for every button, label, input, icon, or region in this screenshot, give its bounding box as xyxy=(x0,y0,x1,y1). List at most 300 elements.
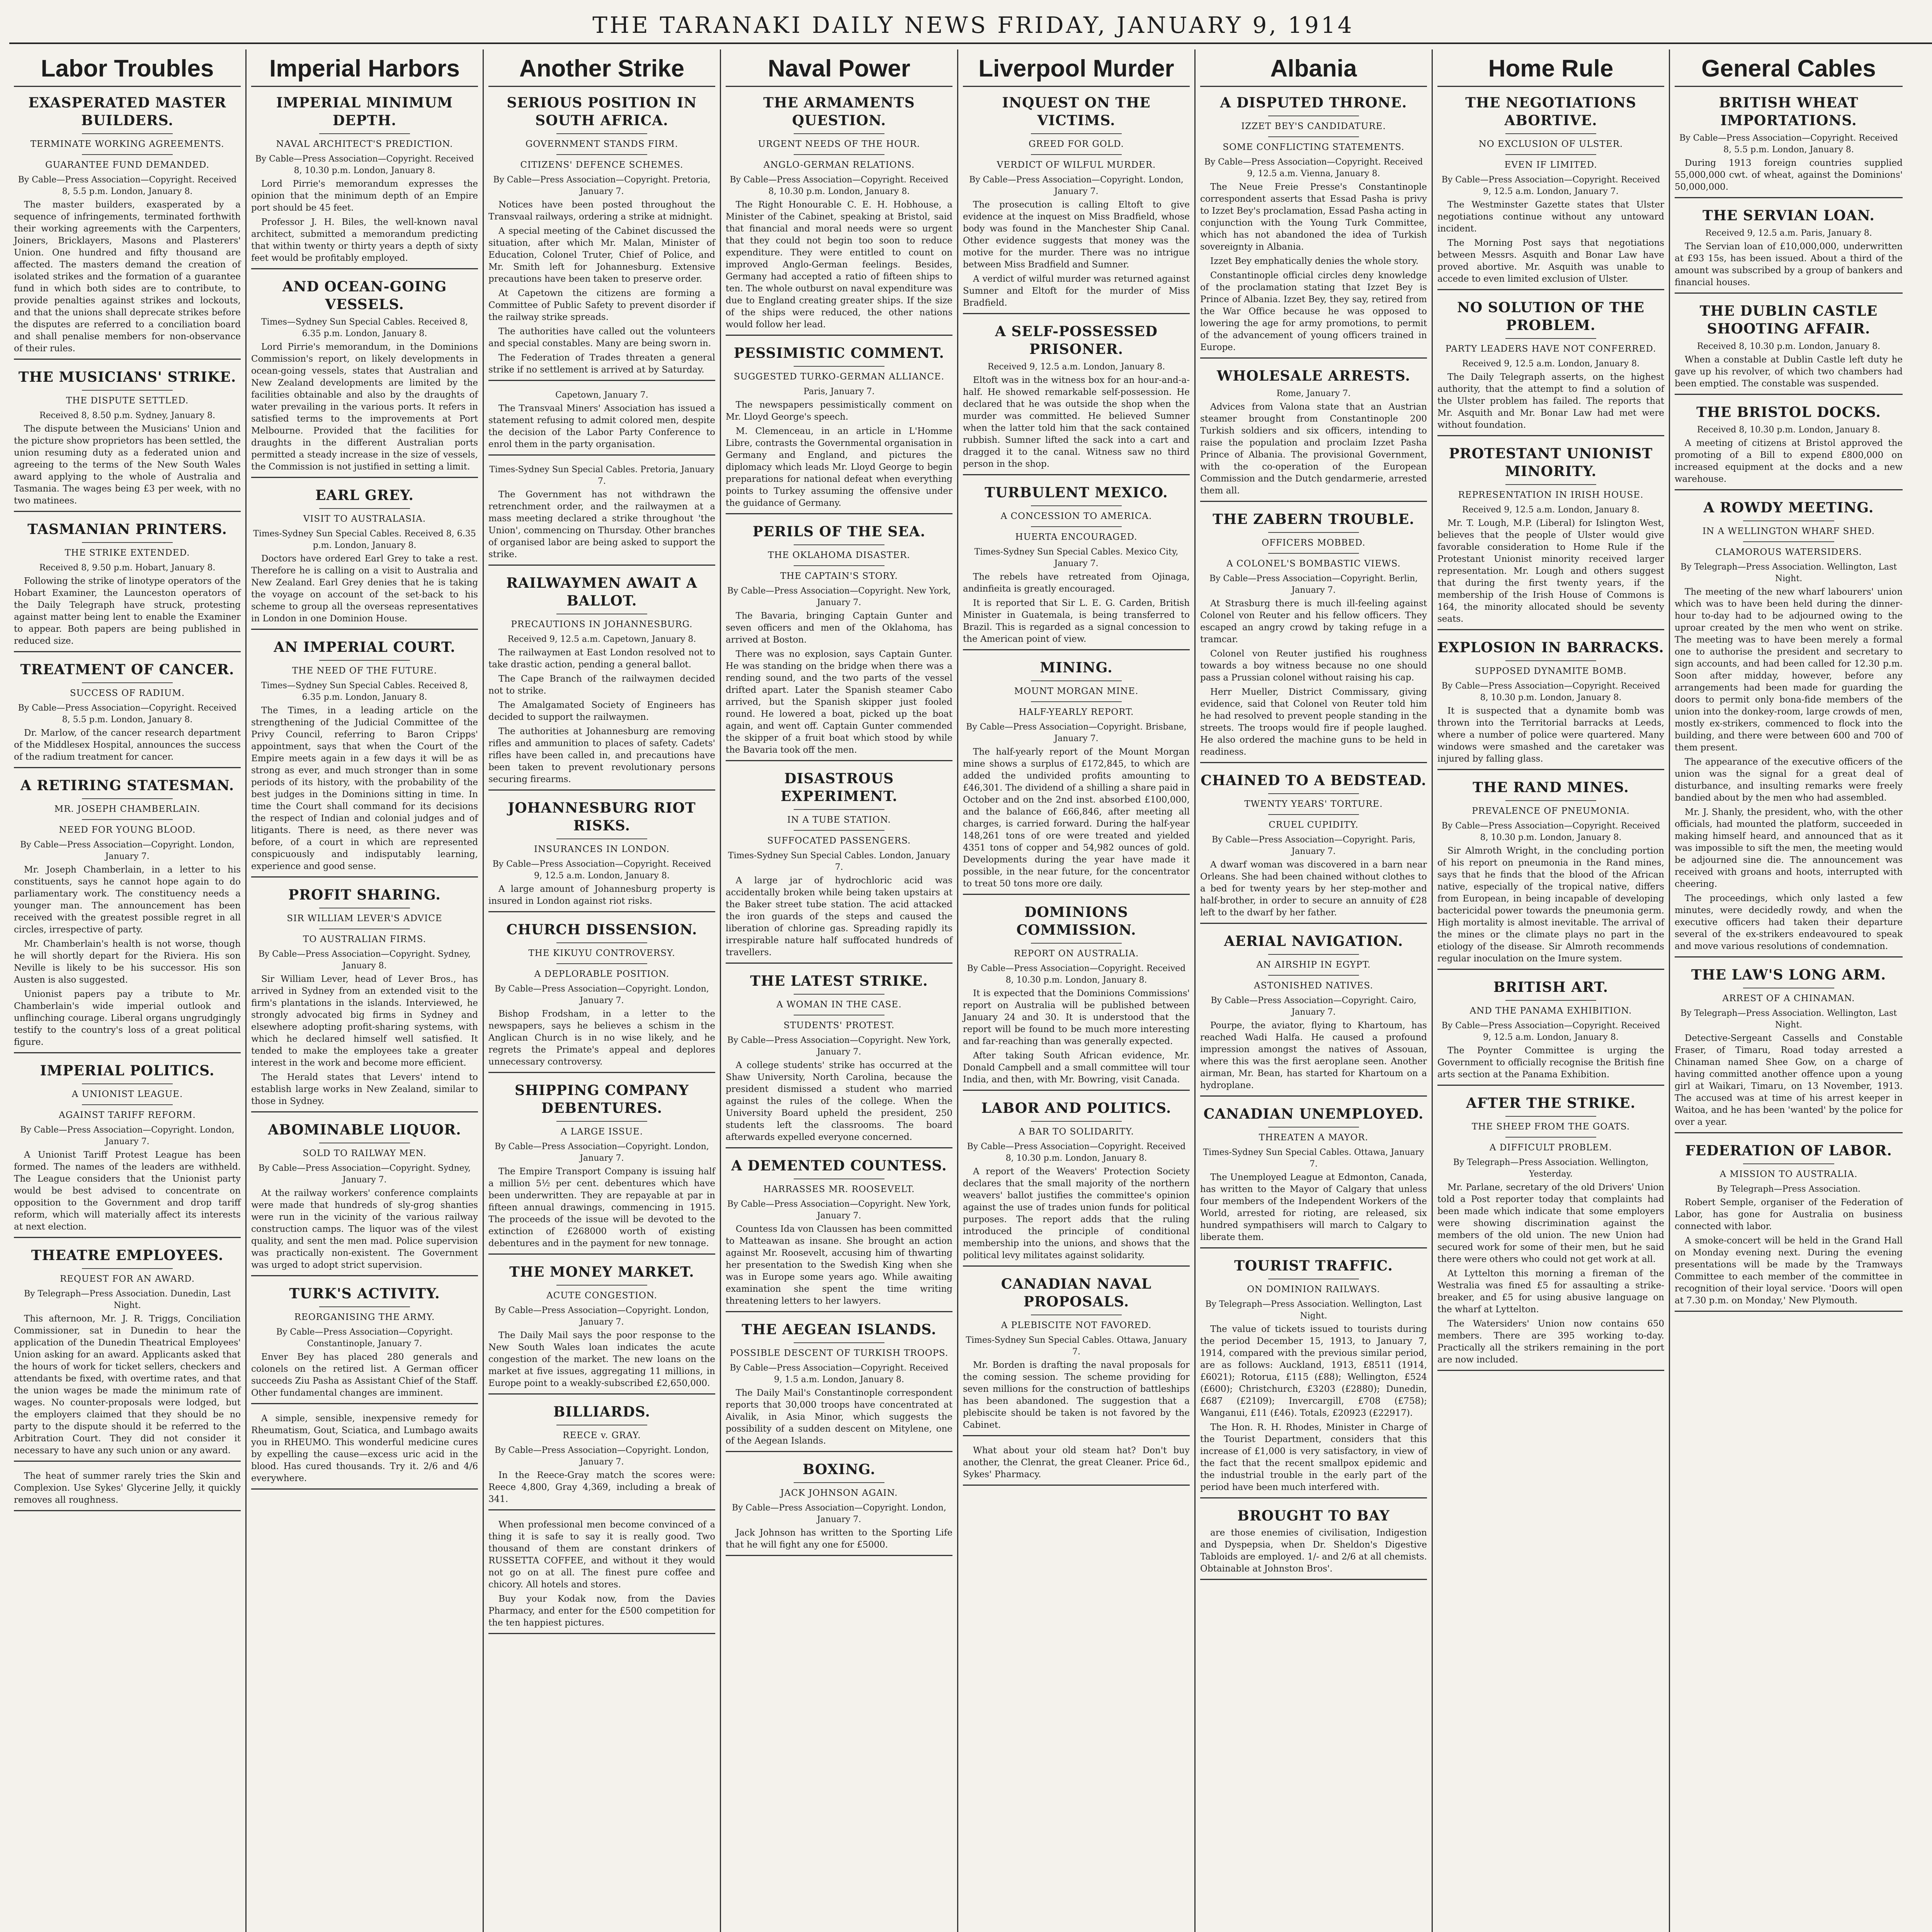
divider-rule xyxy=(1505,1116,1596,1117)
news-story xyxy=(1200,1507,1427,1580)
divider-rule xyxy=(556,1285,647,1286)
story-paragraph: It is suspected that a dynamite bomb was thrown into the Territorial barracks at Leeds, where a number of police were quartered. Many windows were smashed and the caretaker was injured by falling glass. xyxy=(1437,706,1664,764)
divider-rule xyxy=(1505,484,1596,485)
divider-rule xyxy=(556,133,647,134)
story-headline: A ROWDY MEETING. xyxy=(1703,500,1874,516)
story-paragraph: The meeting of the new wharf labourers' union which was to have been held during the dinner-hour to-day had to be adjourned owing to the uproar created by the men who went on strike. The meeting was to have been merely a formal one to authorise the president and secretary to sign accounts, and had been called for 12.30 p.m. Soon after midday, however, before any arrangements had been made for guarding the doors to permit only bona-fide members of the union into the donkey-room, large crowds of men, mostly ex-strikers, commenced to flock into the building, and there were between 600 and 700 of them present. xyxy=(1675,587,1903,753)
story-subheading: ANGLO-GERMAN RELATIONS. xyxy=(763,160,915,170)
divider-rule xyxy=(794,133,884,134)
news-story xyxy=(1437,445,1664,630)
story-separator xyxy=(488,911,715,912)
story-separator xyxy=(488,1072,715,1073)
story-paragraph: At Lyttelton this morning a fireman of the Westralia was fined £5 for assaulting a strike-breaker, and £5 for using abusive language on the wharf at Lyttelton. xyxy=(1437,1269,1664,1315)
story-paragraph: The Empire Transport Company is issuing half a million 5½ per cent. debentures which have been underwritten. They are repayable at par in fifteen annual drawings, commencing in 1915. The proceeds of the issue will be devoted to the extinction of £268000 worth of existing debentures and in the payment for new tonnage. xyxy=(488,1167,715,1248)
story-paragraph: A verdict of wilful murder was returned against Sumner and Eltoft for the murder of Miss Bradfield. xyxy=(963,274,1190,308)
divider-rule xyxy=(1031,133,1122,134)
news-story xyxy=(726,94,952,336)
story-headline: THE BRISTOL DOCKS. xyxy=(1696,404,1881,420)
story-dateline: By Telegraph—Press Association. Wellington, Yesterday. xyxy=(1453,1158,1649,1179)
story-separator xyxy=(1675,1132,1903,1133)
news-story xyxy=(726,1321,952,1452)
story-headline: ABOMINABLE LIQUOR. xyxy=(268,1122,461,1138)
story-paragraph: The Daily Telegraph asserts, on the highest authority, that the attempt to find a solution of the Ulster problem has failed. The reports that Mr. Asquith and Mr. Bonar Law had met were without foundation. xyxy=(1437,372,1664,430)
story-subheading: INSURANCES IN LONDON. xyxy=(534,844,670,854)
story-paragraph: The Neue Freie Presse's Constantinople correspondent asserts that Essad Pasha is privy to Izzet Bey's proclamation, Essad Pasha acting in conjunction with the Young Turk Committee, which has not abandoned the idea of Turkish sovereignty in Albania. xyxy=(1200,182,1427,252)
story-subheading: NEED FOR YOUNG BLOOD. xyxy=(59,825,196,835)
news-story xyxy=(488,799,715,912)
column-heading: Another Strike xyxy=(488,52,715,87)
news-story xyxy=(1200,1257,1427,1498)
story-subheading: GOVERNMENT STANDS FIRM. xyxy=(525,139,679,149)
story-separator xyxy=(726,1555,952,1556)
story-headline: A DEMENTED COUNTESS. xyxy=(731,1158,947,1174)
divider-rule xyxy=(1031,154,1122,155)
news-column xyxy=(1433,49,1670,1932)
story-separator xyxy=(963,649,1190,650)
story-separator xyxy=(251,268,478,269)
story-headline: DISASTROUS EXPERIMENT. xyxy=(781,770,898,804)
news-story xyxy=(1200,367,1427,502)
news-story xyxy=(963,903,1190,1091)
story-subheading: THE CAPTAIN'S STORY. xyxy=(780,571,898,581)
story-separator xyxy=(1675,394,1903,395)
divider-rule xyxy=(82,798,173,799)
story-headline: INQUEST ON THE VICTIMS. xyxy=(1002,95,1151,129)
story-separator xyxy=(1200,501,1427,502)
story-headline: THE NEGOTIATIONS ABORTIVE. xyxy=(1465,95,1636,129)
story-subheading: THE DISPUTE SETTLED. xyxy=(66,396,189,406)
story-paragraph: The Servian loan of £10,000,000, underwritten at £93 15s, has been issued. About a third of the amount was subscribed by a group of bankers and financial houses. xyxy=(1675,242,1903,287)
story-headline: BOXING. xyxy=(803,1461,876,1478)
story-dateline: By Cable—Press Association—Copyright. Pretoria, January 7. xyxy=(493,175,711,196)
story-dateline: By Cable—Press Association—Copyright. Received 8, 10.30 p.m. London, January 8. xyxy=(1441,681,1660,702)
story-paragraph: It is expected that the Dominions Commissions' report on Australia will be published between January 24 and 30. It is understood that the report will be found to be much more interesting and far-reaching than was generally expected. xyxy=(963,988,1190,1046)
story-dateline: By Cable—Press Association—Copyright. London, January 7. xyxy=(495,1446,709,1467)
story-subheading: THREATEN A MAYOR. xyxy=(1259,1133,1369,1143)
news-story xyxy=(1437,639,1664,770)
story-dateline: Received 8, 10.30 p.m. London, January 8. xyxy=(1697,342,1881,351)
story-headline: THE LAW'S LONG ARM. xyxy=(1691,967,1886,983)
story-paragraph: Izzet Bey emphatically denies the whole story. xyxy=(1210,256,1419,266)
story-dateline: Received 8, 10.30 p.m. London, January 8. xyxy=(1697,425,1881,435)
story-dateline: Times-Sydney Sun Special Cables. Mexico City, January 7. xyxy=(974,547,1179,568)
story-headline: BRITISH WHEAT IMPORTATIONS. xyxy=(1719,95,1859,129)
divider-rule xyxy=(794,830,884,831)
story-separator xyxy=(726,1311,952,1312)
story-headline: THEATRE EMPLOYEES. xyxy=(31,1247,224,1264)
newspaper-page xyxy=(9,8,1932,1932)
story-subheading: A UNIONIST LEAGUE. xyxy=(71,1089,183,1099)
divider-rule xyxy=(794,809,884,810)
story-paragraph: Jack Johnson has written to the Sporting Life that he will fight any one for £5000. xyxy=(726,1528,952,1550)
news-column xyxy=(1196,49,1433,1932)
story-dateline: By Telegraph—Press Association. Wellington, Last Night. xyxy=(1680,562,1897,583)
news-story xyxy=(726,344,952,514)
story-subheading: TERMINATE WORKING AGREEMENTS. xyxy=(30,139,224,149)
story-dateline: Times-Sydney Sun Special Cables. Ottawa, January 7. xyxy=(966,1335,1187,1357)
story-separator xyxy=(1200,1247,1427,1248)
story-paragraph: The master builders, exasperated by a sequence of infringements, terminated forthwith their working agreements with the Carpenters, Joiners, Bricklayers, Masons and Plasterers' Union. One hundred and fifty thousand are affected. The masters demand the creation of isolated strikes and the formation of a guarantee fund in which both sides are to contribute, to provide penalties against strikes and lockouts, and that the unions shall deprecate strikes before the disputes are referred to a conciliation board and shall penalise members for non-observance of their rules. xyxy=(14,200,241,354)
story-dateline: By Cable—Press Association—Copyright. New York, January 7. xyxy=(727,586,951,607)
story-paragraph: The Right Honourable C. E. H. Hobhouse, a Minister of the Cabinet, speaking at Bristol, said that financial and moral needs were so urgent that they could not begin too soon to reduce expenditure. They were entitled to count on improved Anglo-German feelings. Besides, Germany had accepted a ratio of fifteen ships to ten. The whole outburst on naval expenditure was due to England creating greater ships. If the size of the ships were reduced, the other nations would follow her lead. xyxy=(726,200,952,330)
story-paragraph: The Cape Branch of the railwaymen decided not to strike. xyxy=(488,674,715,696)
story-subheading: CLAMOROUS WATERSIDERS. xyxy=(1715,547,1862,557)
divider-rule xyxy=(794,994,884,995)
story-headline: CHAINED TO A BEDSTEAD. xyxy=(1201,772,1427,789)
story-paragraph: The Bavaria, bringing Captain Gunter and seven officers and men of the Oklahoma, has arrived at Boston. xyxy=(726,611,952,645)
story-dateline: By Cable—Press Association—Copyright. Received 8, 10.30 p.m. London, January 8. xyxy=(967,1142,1186,1163)
divider-rule xyxy=(556,963,647,964)
story-headline: AND OCEAN-GOING VESSELS. xyxy=(282,279,447,313)
story-subheading: ARREST OF A CHINAMAN. xyxy=(1722,993,1855,1003)
story-separator xyxy=(488,789,715,791)
divider-rule xyxy=(556,154,647,155)
story-subheading: GREED FOR GOLD. xyxy=(1029,139,1124,149)
divider-rule xyxy=(794,366,884,367)
story-separator xyxy=(1200,923,1427,924)
story-separator xyxy=(1675,489,1903,490)
story-headline: PERILS OF THE SEA. xyxy=(752,524,926,540)
story-headline: CANADIAN NAVAL PROPOSALS. xyxy=(1001,1276,1152,1310)
divider-rule xyxy=(1031,943,1122,944)
news-story xyxy=(1437,1094,1664,1371)
column-heading: Home Rule xyxy=(1437,52,1664,87)
story-paragraph: Eltoft was in the witness box for an hour-and-a-half. He showed remarkable self-possession. He declared that he was outside the shop when the murder was committed. He believed Sumner when the latter told him that the sack contained rubbish. Sumner lifted the sack into a cart and dragged it to the canal. Witness saw no third person in the shop. xyxy=(963,375,1190,469)
story-separator xyxy=(963,474,1190,475)
story-paragraph: The Federation of Trades threaten a general strike if no settlement is arrived at by Saturday. xyxy=(488,353,715,375)
story-subheading: SUPPOSED DYNAMITE BOMB. xyxy=(1475,666,1627,676)
story-headline: EARL GREY. xyxy=(315,487,414,503)
divider-rule xyxy=(1743,541,1834,542)
story-paragraph: At the railway workers' conference complaints were made that hundreds of sly-grog shanties were run in the vicinity of the various railway construction camps. The liquor was of the vilest quality, and sent the men mad. Police supervision was practically non-existent. The Government was urged to adopt strict supervision. xyxy=(251,1188,478,1270)
news-column xyxy=(9,49,247,1932)
story-subheading: AN AIRSHIP IN EGYPT. xyxy=(1256,960,1371,970)
story-paragraph: Constantinople official circles deny knowledge of the proclamation stating that Izzet Bey is Prince of Albania. Izzet Bey, they say, retired from the War Office because he was opposed to lowering the age for army promotions, to permit of the advancement of young officers trained in Europe. xyxy=(1200,270,1427,352)
story-paragraph: The Transvaal Miners' Association has issued a statement refusing to admit colored men, despite the decision of the Labor Party Conference to enrol them in the party organisation. xyxy=(488,403,715,449)
story-paragraph: Mr. Borden is drafting the naval proposals for the coming session. The scheme providing for seven millions for the construction of battleships has been abandoned. The suggestion that a plebiscite should be taken is not favored by the Cabinet. xyxy=(963,1360,1190,1430)
news-story xyxy=(488,574,715,791)
story-separator xyxy=(1437,435,1664,436)
story-separator xyxy=(14,1461,241,1462)
story-separator xyxy=(488,1393,715,1395)
story-separator xyxy=(1437,1085,1664,1086)
news-story xyxy=(14,1062,241,1238)
story-separator xyxy=(251,477,478,478)
story-paragraph: The proceedings, which only lasted a few minutes, were decidedly rowdy, and when the executive officers had taken their departure several of the ex-strikers endeavoured to speak and move various resolutions of condemnation. xyxy=(1675,893,1903,951)
story-dateline: Times-Sydney Sun Special Cables. Ottawa, January 7. xyxy=(1203,1148,1424,1169)
story-dateline: By Cable—Press Association—Copyright. Sydney, January 7. xyxy=(258,1163,471,1185)
story-subheading: STUDENTS' PROTEST. xyxy=(783,1020,895,1031)
story-subheading: POSSIBLE DESCENT OF TURKISH TROOPS. xyxy=(730,1348,949,1358)
news-story xyxy=(963,1445,1190,1486)
news-story xyxy=(1675,207,1903,294)
news-story xyxy=(963,659,1190,895)
story-dateline: Received 9, 12.5 a.m. London, January 8. xyxy=(1462,359,1640,369)
news-column xyxy=(721,49,958,1932)
news-story xyxy=(1200,510,1427,763)
news-story xyxy=(1200,932,1427,1097)
story-paragraph: Following the strike of linotype operators of the Hobart Examiner, the Launceston operators of the Daily Telegraph have struck, protesting against matter being lent to enable the Examiner to appear. Both papers are being published in reduced size. xyxy=(14,576,241,646)
story-headline: IMPERIAL POLITICS. xyxy=(40,1063,215,1079)
story-separator xyxy=(726,963,952,964)
story-paragraph: Detective-Sergeant Cassells and Constable Fraser, of Timaru, Road today arrested a Chinaman named Shee Gow, on a charge of having committed another offence upon a young girl at Waikari, Timaru, on 13 November, 1913. The accused was at time of his arrest keeper in Waitoa, and he has been 'wanted' by the police for over a year. xyxy=(1675,1033,1903,1127)
story-headline: PROFIT SHARING. xyxy=(288,887,441,903)
story-headline: THE RAND MINES. xyxy=(1473,779,1629,796)
story-paragraph: A Unionist Tariff Protest League has been formed. The names of the leaders are withheld. The League considers that the Unionist party would be best advised to concentrate on opposition to the Government and drop tariff reform, which will materially affect its interests at next election. xyxy=(14,1150,241,1232)
story-headline: NO SOLUTION OF THE PROBLEM. xyxy=(1457,299,1645,333)
divider-rule xyxy=(1268,1127,1359,1128)
story-subheading: HARRASSES MR. ROOSEVELT. xyxy=(763,1184,915,1194)
story-paragraph: Robert Semple, organiser of the Federation of Labor, has gone for Australia on business connected with labor. xyxy=(1675,1197,1903,1231)
story-paragraph: What about your old steam hat? Don't buy another, the Clenrat, the great Cleaner. Price 6d., Sykes' Pharmacy. xyxy=(963,1446,1190,1480)
news-story xyxy=(14,661,241,768)
story-separator xyxy=(726,1147,952,1148)
story-separator xyxy=(1200,762,1427,763)
story-dateline: By Telegraph—Press Association. Wellington, Last Night. xyxy=(1205,1299,1422,1321)
story-paragraph: are those enemies of civilisation, Indigestion and Dyspepsia, when Dr. Sheldon's Digestive Tabloids are employed. 1/- and 2/6 at all chemists. Obtainable at Johnston Bros'. xyxy=(1200,1528,1427,1574)
divider-rule xyxy=(1031,680,1122,681)
news-story xyxy=(963,323,1190,475)
story-paragraph: During 1913 foreign countries supplied 55,000,000 cwt. of wheat, against the Dominions' 50,000,000. xyxy=(1675,158,1903,192)
story-dateline: Times-Sydney Sun Special Cables. Received 8, 6.35 p.m. London, January 8. xyxy=(253,529,476,550)
divider-rule xyxy=(1031,526,1122,527)
story-dateline: By Cable—Press Association—Copyright. Received 8, 10.30 p.m. London, January 8. xyxy=(967,964,1186,985)
story-dateline: Received 8, 9.50 p.m. Hobart, January 8. xyxy=(39,563,216,573)
news-column xyxy=(247,49,484,1932)
story-paragraph: A large amount of Johannesburg property is insured in London against riot risks. xyxy=(488,884,715,906)
divider-rule xyxy=(82,1268,173,1269)
story-paragraph: Doctors have ordered Earl Grey to take a rest. Therefore he is calling on a visit to Australia and New Zealand. Earl Grey denies that he is taking the voyage on account of the set-back to his scheme to group all the overseas representatives in London in one Dominion House. xyxy=(251,554,478,624)
story-headline: TURK'S ACTIVITY. xyxy=(289,1286,440,1302)
story-paragraph: The Herald states that Levers' intend to establish large works in New Zealand, similar to those in Sydney. xyxy=(251,1072,478,1106)
story-dateline: By Telegraph—Press Association. xyxy=(1717,1184,1861,1194)
divider-rule xyxy=(1031,701,1122,702)
column-heading: Liverpool Murder xyxy=(963,52,1190,87)
news-story xyxy=(251,486,478,630)
story-separator xyxy=(1675,293,1903,294)
story-dateline: By Cable—Press Association—Copyright. Cairo, January 7. xyxy=(1211,996,1417,1017)
story-headline: THE DUBLIN CASTLE SHOOTING AFFAIR. xyxy=(1699,303,1878,337)
story-subheading: URGENT NEEDS OF THE HOUR. xyxy=(758,139,920,149)
story-subheading: JACK JOHNSON AGAIN. xyxy=(780,1488,898,1498)
story-subheading: MOUNT MORGAN MINE. xyxy=(1014,686,1139,696)
story-paragraph: Professor J. H. Biles, the well-known naval architect, submitted a memorandum predicting that within twenty or thirty years a depth of sixty feet would be profitably employed. xyxy=(251,217,478,263)
story-paragraph: The Daily Mail says the poor response to the New South Wales loan indicates the acute congestion of the market. The new loans on the market at five issues, aggregating 11 millions, in Europe point to a weakly-subscribed £2,650,000. xyxy=(488,1330,715,1388)
news-story xyxy=(1200,94,1427,359)
story-subheading: PRECAUTIONS IN JOHANNESBURG. xyxy=(511,619,693,629)
story-subheading: ACUTE CONGESTION. xyxy=(546,1291,657,1301)
story-paragraph: Unionist papers pay a tribute to Mr. Chamberlain's wide imperial outlook and unflinching courage. Liberal organs ungrudgingly testify to the country's loss of a great political figure. xyxy=(14,989,241,1047)
story-paragraph: The Westminster Gazette states that Ulster negotiations continue without any untoward incident. xyxy=(1437,200,1664,234)
story-dateline: By Cable—Press Association—Copyright. London, January 7. xyxy=(495,1142,709,1163)
story-subheading: SOLD TO RAILWAY MEN. xyxy=(303,1148,427,1158)
story-dateline: By Cable—Press Association—Copyright. London, January 7. xyxy=(969,175,1184,196)
story-subheading: REORGANISING THE ARMY. xyxy=(294,1312,435,1322)
story-headline: THE LATEST STRIKE. xyxy=(750,973,928,989)
divider-rule xyxy=(794,565,884,566)
news-story xyxy=(488,1403,715,1510)
story-subheading: ASTONISHED NATIVES. xyxy=(1254,981,1373,991)
news-column xyxy=(958,49,1196,1932)
story-headline: TREATMENT OF CANCER. xyxy=(20,662,235,678)
story-paragraph: When professional men become convinced of a thing it is safe to say it is really good. Two thousand of them are constant drinkers of RUSSETTA COFFEE, and without it they would not go on at all. The finest pure coffee and chicory. All hotels and stores. xyxy=(488,1520,715,1590)
divider-rule xyxy=(1505,133,1596,134)
divider-rule xyxy=(794,154,884,155)
divider-rule xyxy=(319,660,410,661)
news-story xyxy=(251,1121,478,1276)
divider-rule xyxy=(1743,520,1834,521)
story-dateline: Received 9, 12.5 a.m. London, January 8. xyxy=(1462,505,1640,515)
story-paragraph: Notices have been posted throughout the Transvaal railways, ordering a strike at midnight. xyxy=(488,200,715,222)
story-headline: A RETIRING STATESMAN. xyxy=(20,777,235,794)
divider-rule xyxy=(82,133,173,134)
story-paragraph: The Daily Mail's Constantinople correspondent reports that 30,000 troops have concentrated at Aivalik, in Asia Minor, which suggests the possibility of a sudden descent on Mitylene, one of the Aegean Islands. xyxy=(726,1388,952,1446)
story-headline: MINING. xyxy=(1040,660,1113,676)
news-story xyxy=(488,94,715,381)
news-story xyxy=(1437,978,1664,1086)
story-dateline: By Cable—Press Association—Copyright. Received 8, 5.5 p.m. London, January 8. xyxy=(18,703,237,724)
divider-rule xyxy=(1505,660,1596,661)
story-paragraph: Sir William Lever, head of Lever Bros., has arrived in Sydney from an extended visit to the firm's plantations in the islands. Interviewed, he strongly advocated big firms in Sydney and elsewhere adopting profit-sharing systems, with which he declared himself well satisfied. It tended to make the employees take a greater interest in the work and become more efficient. xyxy=(251,974,478,1068)
story-separator xyxy=(726,1451,952,1452)
story-subheading: HALF-YEARLY REPORT. xyxy=(1019,707,1134,717)
story-dateline: By Cable—Press Association—Copyright. Received 9, 12.5 a.m. Vienna, January 8. xyxy=(1204,157,1423,179)
story-paragraph: Bishop Frodsham, in a letter to the newspapers, says he believes a schism in the Anglican Church is in no wise likely, and he regrets the Primate's appeal and deplores unnecessary controversy. xyxy=(488,1009,715,1067)
story-headline: THE MONEY MARKET. xyxy=(509,1264,694,1280)
story-separator xyxy=(963,1265,1190,1267)
column-heading: Labor Troubles xyxy=(14,52,241,87)
divider-rule xyxy=(82,1104,173,1105)
news-story xyxy=(1200,1105,1427,1248)
story-subheading: MR. JOSEPH CHAMBERLAIN. xyxy=(54,804,201,814)
news-story xyxy=(1675,302,1903,395)
story-dateline: By Cable—Press Association—Copyright. Brisbane, January 7. xyxy=(966,722,1187,743)
news-story xyxy=(14,1470,241,1511)
story-subheading: EVEN IF LIMITED. xyxy=(1504,160,1597,170)
story-paragraph: The appearance of the executive officers of the union was the signal for a great deal of disturbance, and insulting remarks were freely bandied about by the men who had assembled. xyxy=(1675,757,1903,803)
story-paragraph: A special meeting of the Cabinet discussed the situation, after which Mr. Malan, Minister of Education, Colonel Truter, Chief of Police, and Mr. Smith left for Johannesburg. Extensive precautions have been taken to preserve order. xyxy=(488,226,715,284)
story-headline: THE SERVIAN LOAN. xyxy=(1702,207,1875,224)
story-subheading: VISIT TO AUSTRALASIA. xyxy=(303,514,426,524)
story-paragraph: The rebels have retreated from Ojinaga, andinfieita is greatly encouraged. xyxy=(963,572,1190,594)
story-headline: DOMINIONS COMMISSION. xyxy=(1016,904,1136,938)
story-separator xyxy=(1675,956,1903,957)
story-separator xyxy=(963,894,1190,895)
story-paragraph: The prosecution is calling Eltoft to give evidence at the inquest on Miss Bradfield, whose body was found in the Manchester Ship Canal. Other evidence suggests that money was the motive for the murder. There was no intrigue between Miss Bradfield and Sumner. xyxy=(963,200,1190,270)
story-headline: FEDERATION OF LABOR. xyxy=(1685,1143,1892,1159)
divider-rule xyxy=(319,1306,410,1307)
news-story xyxy=(1437,94,1664,290)
news-story xyxy=(251,94,478,269)
news-story xyxy=(14,777,241,1053)
story-dateline: By Cable—Press Association—Copyright. London, January 7. xyxy=(20,840,235,861)
story-dateline: By Cable—Press Association—Copyright. Received 9, 12.5 a.m. London, January 8. xyxy=(1441,1021,1660,1042)
story-separator xyxy=(14,1052,241,1053)
divider-rule xyxy=(794,1342,884,1343)
story-paragraph: Mr. J. Shanly, the president, who, with the other officials, had mounted the platform, succeeded in making himself heard, and announced that as it was impossible to sift the men, the meeting would be adjourned sine die. The announcement was received with groans and hoots, interrupted with cheering. xyxy=(1675,807,1903,889)
news-story xyxy=(251,886,478,1112)
story-dateline: By Cable—Press Association—Copyright. Received 9, 1.5 a.m. London, January 8. xyxy=(730,1363,949,1384)
story-dateline: Received 9, 12.5 a.m. Paris, January 8. xyxy=(1705,228,1872,238)
story-dateline: Rome, January 7. xyxy=(1276,389,1351,398)
news-story xyxy=(963,484,1190,650)
story-separator xyxy=(488,454,715,456)
news-story xyxy=(726,770,952,964)
story-paragraph: Mr. Parlane, secretary of the old Drivers' Union told a Post reporter today that complaints had been made which indicate that some employers were showing discrimination against the members of the old union. The new Union had secured work for some of their men, but he said there were others who could not get work at all. xyxy=(1437,1182,1664,1264)
news-story xyxy=(488,921,715,1073)
story-headline: AN IMPERIAL COURT. xyxy=(274,639,456,655)
story-subheading: CRUEL CUPIDITY. xyxy=(1269,820,1359,830)
divider-rule xyxy=(1268,793,1359,794)
story-headline: AFTER THE STRIKE. xyxy=(1466,1095,1636,1111)
story-paragraph: At Capetown the citizens are forming a Committee of Public Safety to prevent disorder if the railway strike spreads. xyxy=(488,288,715,322)
story-paragraph: There was no explosion, says Captain Gunter. He was standing on the bridge when there was a rending sound, and the two parts of the vessel drifted apart. Later the Spanish steamer Cabo arrived, but the Spanish skipper just fooled round. He lowered a boat, picked up the boat again, and went off. Captain Gunter commended the skipper of a fruit boat which stood by while the Bavaria took off the men. xyxy=(726,649,952,755)
news-story xyxy=(251,1285,478,1404)
story-dateline: By Cable—Press Association—Copyright. Berlin, January 7. xyxy=(1209,574,1418,595)
story-subheading: THE SHEEP FROM THE GOATS. xyxy=(1471,1122,1630,1132)
story-dateline: Received 9, 12.5 a.m. London, January 8. xyxy=(987,362,1165,372)
story-subheading: TO AUSTRALIAN FIRMS. xyxy=(303,934,427,944)
story-separator xyxy=(726,760,952,761)
story-separator xyxy=(488,1509,715,1510)
divider-rule xyxy=(1505,154,1596,155)
story-separator xyxy=(251,876,478,878)
news-story xyxy=(726,523,952,761)
story-paragraph: The authorities have called out the volunteers and special constables. Many are being sworn in. xyxy=(488,327,715,349)
story-dateline: By Cable—Press Association—Copyright. Sydney, January 8. xyxy=(258,949,471,971)
story-subheading: THE NEED OF THE FUTURE. xyxy=(292,666,437,676)
story-separator xyxy=(14,1510,241,1511)
news-story xyxy=(963,1275,1190,1436)
story-dateline: By Cable—Press Association—Copyright. Constantinople, January 7. xyxy=(276,1327,453,1349)
story-separator xyxy=(963,1485,1190,1486)
divider-rule xyxy=(1505,1000,1596,1001)
story-paragraph: The value of tickets issued to tourists during the period December 15, 1913, to January 7, 1914, compared with the previous similar period, are as follows: Auckland, 1913, £8511 (1914, £6021); Rotorua, £115 (£88); Wellington, £524 (£600); Christchurch, £3203 (£2880); Dunedin, £687 (£2109); Invercargill, £708 (£758); Wanganui, £11 (£46). Totals, £20923 (£22917). xyxy=(1200,1324,1427,1418)
divider-rule xyxy=(82,542,173,543)
story-subheading: AGAINST TARIFF REFORM. xyxy=(59,1110,196,1120)
story-paragraph: Dr. Marlow, of the cancer research department of the Middlesex Hospital, announces the success of the radium treatment for cancer. xyxy=(14,728,241,762)
story-headline: SERIOUS POSITION IN SOUTH AFRICA. xyxy=(507,95,697,129)
story-subheading: IN A TUBE STATION. xyxy=(787,815,891,825)
story-headline: JOHANNESBURG RIOT RISKS. xyxy=(508,800,696,834)
news-story xyxy=(488,389,715,456)
story-headline: BROUGHT TO BAY xyxy=(1237,1508,1390,1524)
story-paragraph: The newspapers pessimistically comment on Mr. Lloyd George's speech. xyxy=(726,400,952,422)
masthead: THE TARANAKI DAILY NEWS FRIDAY, JANUARY 9, 1914 xyxy=(9,8,1932,44)
story-paragraph: Sir Almroth Wright, in the concluding portion of his report on pneumonia in the Rand mines, says that he finds that the blood of the African native, especially of the tropical native, differs from European, in being incapable of developing bactericidal power towards the pneumonia germ. High mortality is almost inevitable. The arrival of the mines or the climate plays no part in the etiology of the disease. Sir Almroth recommends regular inoculation on the Imure system. xyxy=(1437,846,1664,964)
story-separator xyxy=(1437,969,1664,970)
story-subheading: SIR WILLIAM LEVER'S ADVICE xyxy=(287,913,442,923)
divider-rule xyxy=(319,508,410,509)
story-paragraph: Mr. Chamberlain's health is not worse, though he will shortly depart for the Riviera. His son Neville is likely to be his successor. His son Austen is also suggested. xyxy=(14,939,241,985)
divider-rule xyxy=(1268,553,1359,554)
story-paragraph: The Amalgamated Society of Engineers has decided to support the railwaymen. xyxy=(488,700,715,722)
story-separator xyxy=(251,1111,478,1112)
story-headline: IMPERIAL MINIMUM DEPTH. xyxy=(276,95,453,129)
story-headline: THE ARMAMENTS QUESTION. xyxy=(763,95,915,129)
story-paragraph: A large jar of hydrochloric acid was accidentally broken while being taken upstairs at the Baker street tube station. The acid attacked the iron guards of the steps and caused the liberation of chlorine gas. Spreading rapidly its irrespirable nature half suffocated hundreds of travellers. xyxy=(726,876,952,957)
story-separator xyxy=(488,565,715,566)
news-column xyxy=(1670,49,1907,1932)
news-story xyxy=(1675,94,1903,198)
story-dateline: By Cable—Press Association—Copyright. Received 9, 12.5 a.m. London, January 7. xyxy=(1441,175,1660,196)
story-subheading: NAVAL ARCHITECT'S PREDICTION. xyxy=(276,139,453,149)
news-story xyxy=(14,94,241,360)
column-heading: Naval Power xyxy=(726,52,952,87)
news-story xyxy=(1675,499,1903,957)
story-paragraph: The authorities at Johannesburg are removing rifles and ammunition to places of safety. Cadets' rifles have been called in, and precautions have been taken to prevent revolutionary persons securing firearms. xyxy=(488,726,715,784)
divider-rule xyxy=(556,942,647,943)
